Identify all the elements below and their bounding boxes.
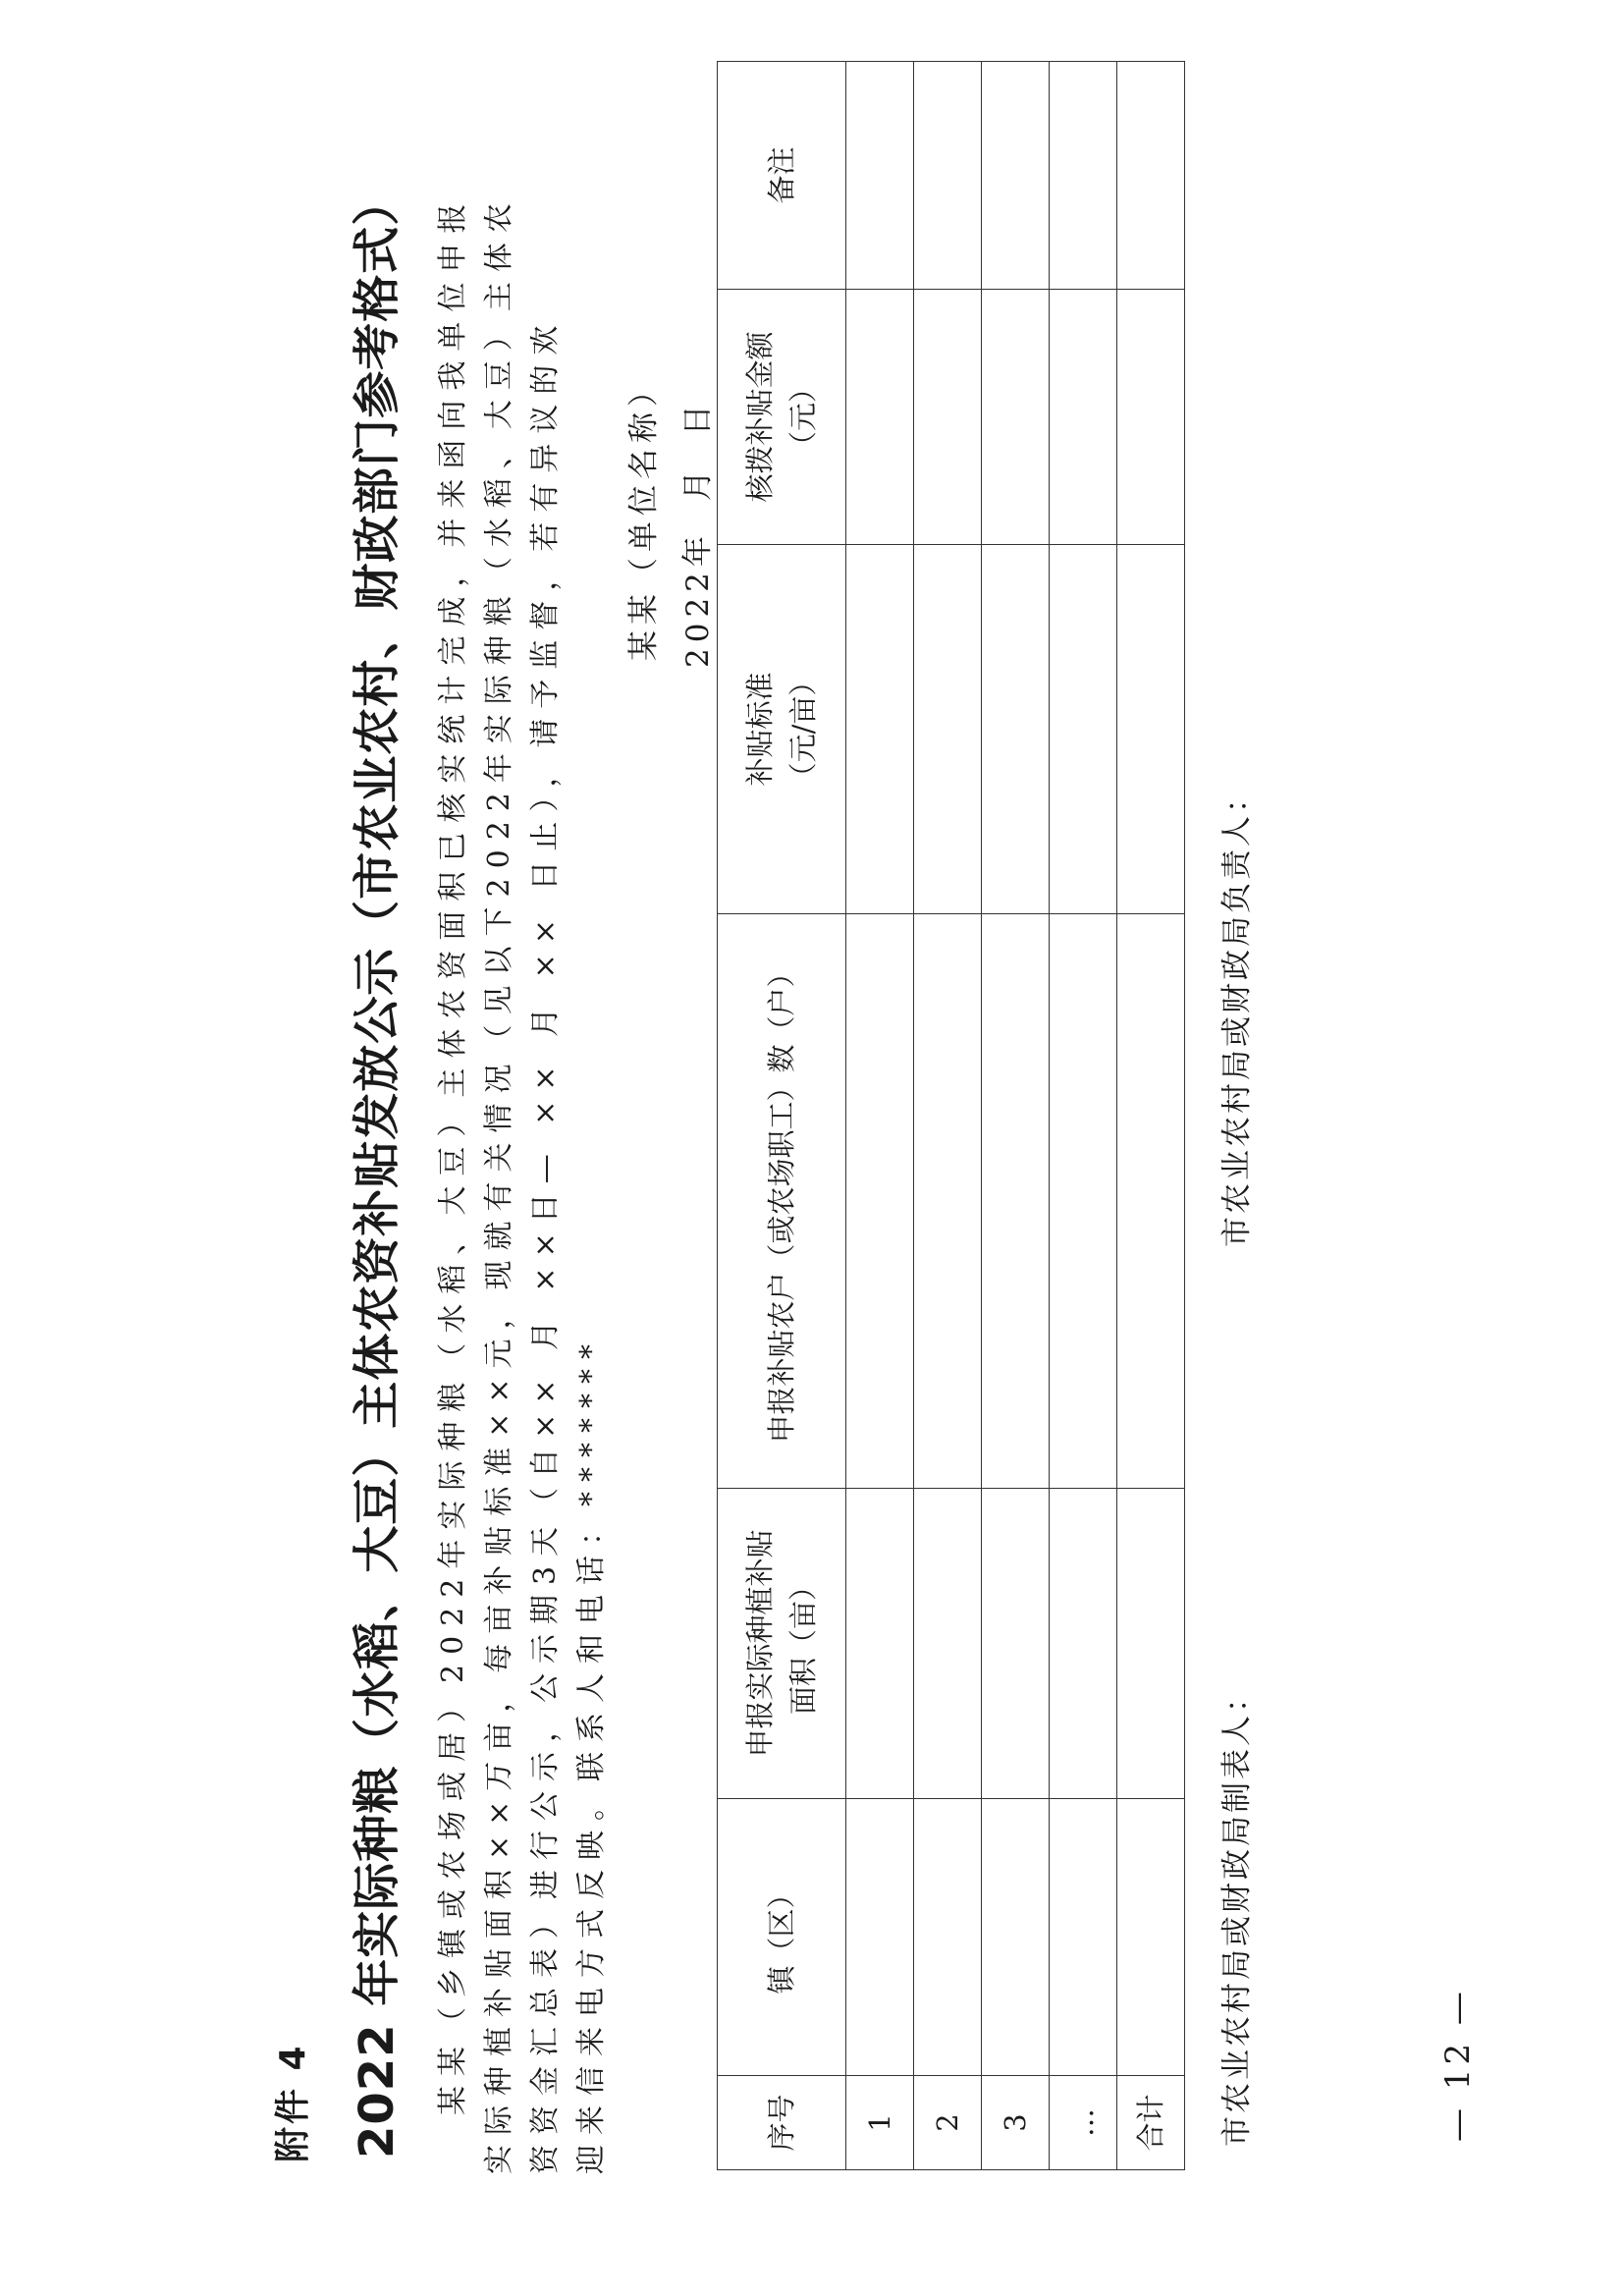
footer-responsible: 市农业农村局或财政局负责人： <box>1219 780 1255 1247</box>
table-cell <box>1117 290 1185 545</box>
table-cell <box>1050 62 1117 290</box>
table-cell <box>982 1489 1050 1799</box>
table-cell <box>1117 1799 1185 2076</box>
header-standard: 补贴标准（元/亩） <box>718 545 846 914</box>
body-line-4: 迎来信来电方式反映。联系人和电话：******* <box>574 1335 609 2174</box>
header-town: 镇（区） <box>718 1799 846 2076</box>
page-number: — 12 — <box>1438 1988 1478 2142</box>
table-cell <box>982 1799 1050 2076</box>
table-cell <box>1117 62 1185 290</box>
document-title: 2022 年实际种粮（水稻、大豆）主体农资补贴发放公示（市农业农村、财政部门参考格式） <box>350 177 405 2159</box>
table-row <box>1050 62 1117 2170</box>
table-cell <box>846 1489 914 1799</box>
body-line-2: 实际种植补贴面积××万亩，每亩补贴标准××元，现就有关情况（见以下2022年实际种粮（水稻、大豆）主体农 <box>482 193 516 2174</box>
header-amount: 核拨补贴金额（元） <box>718 290 846 545</box>
cell-total-label: 合计 <box>1117 2076 1185 2170</box>
table-cell <box>914 914 982 1489</box>
table-row <box>846 62 914 2170</box>
cell-serial: … <box>1050 2076 1117 2170</box>
table-cell <box>846 62 914 290</box>
table-cell <box>982 290 1050 545</box>
cell-serial: 3 <box>982 2076 1050 2170</box>
table-header-row <box>718 62 846 2170</box>
table-cell <box>846 290 914 545</box>
table-cell <box>846 545 914 914</box>
table-cell <box>1050 914 1117 1489</box>
table-cell <box>982 545 1050 914</box>
header-area: 申报实际种植补贴面积（亩） <box>718 1489 846 1799</box>
table-cell <box>914 1799 982 2076</box>
table-cell <box>846 914 914 1489</box>
signature-date: 2022年 月 日 <box>680 399 716 668</box>
header-remark: 备注 <box>718 62 846 290</box>
table-cell <box>1050 545 1117 914</box>
table-cell <box>846 1799 914 2076</box>
body-paragraph <box>430 171 615 2174</box>
table-cell <box>1117 1489 1185 1799</box>
table-cell <box>982 62 1050 290</box>
body-line-3: 资资金汇总表）进行公示，公示期3天（自×× 月 ××日— ×× 月 ×× 日止），请予监督，若有异议的欢 <box>528 315 563 2174</box>
table-cell <box>914 62 982 290</box>
table-row-total <box>1117 62 1185 2170</box>
table-cell <box>914 1489 982 1799</box>
cell-serial: 1 <box>846 2076 914 2170</box>
subsidy-table <box>717 61 1185 2170</box>
attachment-label: 附件 4 <box>273 2043 313 2162</box>
header-households: 申报补贴农户（或农场职工）数（户） <box>718 914 846 1489</box>
table-cell <box>914 290 982 545</box>
table-cell <box>1117 914 1185 1489</box>
cell-serial: 2 <box>914 2076 982 2170</box>
table-cell <box>1050 1489 1117 1799</box>
footer-preparer: 市农业农村局或财政局制表人： <box>1219 1679 1255 2147</box>
table-cell <box>1050 290 1117 545</box>
header-serial: 序号 <box>718 2076 846 2170</box>
table-cell <box>982 914 1050 1489</box>
table-cell <box>914 545 982 914</box>
table-cell <box>1050 1799 1117 2076</box>
table-row <box>914 62 982 2170</box>
table-cell <box>1117 545 1185 914</box>
signature-org: 某某（单位名称） <box>626 370 662 661</box>
table-row <box>982 62 1050 2170</box>
body-line-1: 某某（乡镇或农场或居）2022年实际种粮（水稻、大豆）主体农资面积已核实统计完成，并来函向我单位申报 <box>436 193 470 2115</box>
